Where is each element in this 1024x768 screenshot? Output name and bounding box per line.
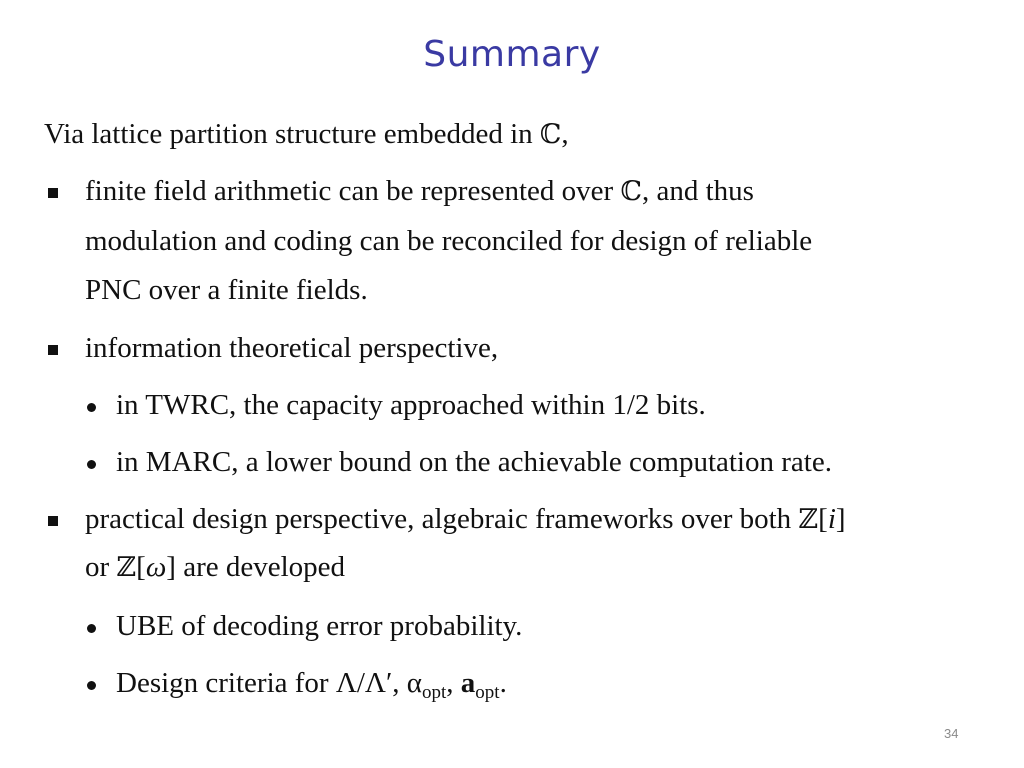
design-criteria-text: Design criteria for (116, 667, 329, 699)
bullet3-sub1: UBE of decoding error probability. (116, 610, 523, 642)
square-bullet-icon (48, 516, 58, 526)
intro-suffix: , (561, 118, 569, 150)
i-variable: i (827, 503, 836, 535)
lambda-ratio: Λ/Λ′ (335, 667, 393, 699)
bracket-open: [ (136, 551, 146, 583)
integer-symbol: ℤ (116, 552, 137, 583)
bullet3-line2-suffix: ] are developed (166, 551, 346, 583)
bullet1-line1 (85, 174, 754, 209)
bullet1-line2: modulation and coding can be reconciled for design of reliable (85, 225, 813, 257)
complex-symbol: ℂ (620, 176, 642, 207)
comma: , (446, 667, 454, 699)
alpha-symbol: α (406, 667, 422, 699)
bullet2-sub2: in MARC, a lower bound on the achievable computation rate. (116, 446, 832, 478)
round-bullet-icon (87, 681, 96, 690)
opt-subscript: opt (475, 682, 500, 703)
bullet3-sub2 (116, 666, 507, 703)
page-number: 34 (944, 726, 959, 741)
integer-symbol: ℤ (798, 504, 819, 535)
bullet1-text-a: finite field arithmetic can be represented over (85, 175, 614, 207)
complex-symbol: ℂ (539, 119, 562, 150)
bullet3-line1 (85, 502, 846, 537)
bold-a-vector: a (460, 667, 476, 699)
bullet3-or: or (85, 551, 110, 583)
opt-subscript: opt (422, 682, 447, 703)
bracket-open: [ (818, 503, 828, 535)
omega-variable: ω (145, 551, 167, 583)
bullet2-line: information theoretical perspective, (85, 332, 499, 364)
intro-line (44, 117, 569, 152)
bracket-close: ] (835, 503, 846, 535)
bullet3-text: practical design perspective, algebraic frameworks over both (85, 503, 792, 535)
slide-title: Summary (423, 34, 601, 75)
square-bullet-icon (48, 345, 58, 355)
bullet1-text-b: , and thus (641, 175, 754, 207)
intro-text: Via lattice partition structure embedded in (44, 118, 533, 150)
bullet1-line3: PNC over a finite fields. (85, 274, 368, 306)
bullet2-sub1: in TWRC, the capacity approached within 1/2 bits. (116, 389, 706, 421)
period: . (499, 667, 507, 699)
square-bullet-icon (48, 188, 58, 198)
round-bullet-icon (87, 403, 96, 412)
round-bullet-icon (87, 460, 96, 469)
bullet3-line2 (85, 550, 345, 585)
round-bullet-icon (87, 624, 96, 633)
comma: , (392, 667, 400, 699)
